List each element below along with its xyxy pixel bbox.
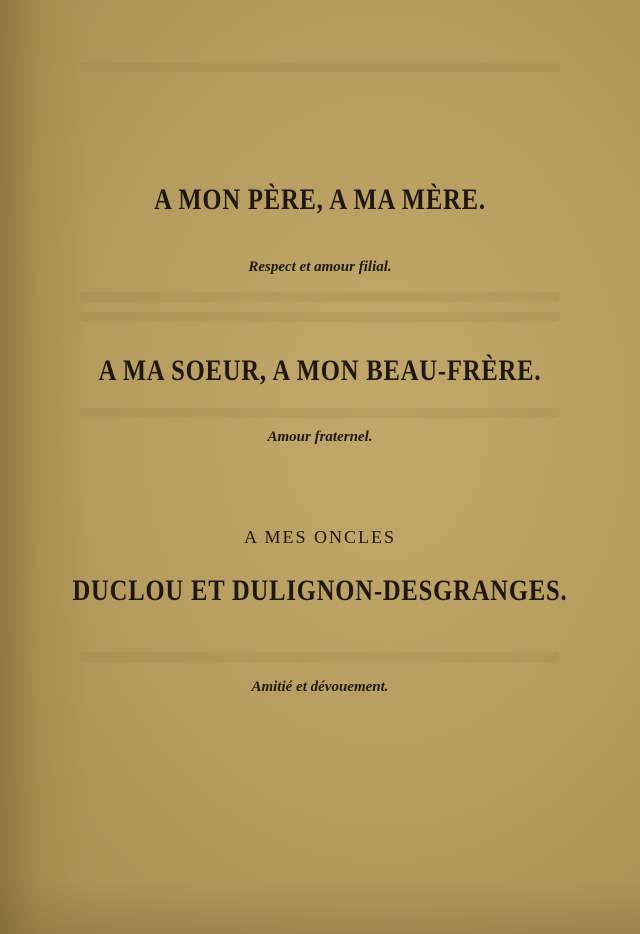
dedication-heading-uncles-intro: A MES ONCLES — [243, 527, 397, 547]
bleed-through-text — [80, 312, 560, 322]
dedication-sentiment-sister: Amour fraternel. — [267, 429, 373, 445]
dedication-heading-sister: A MA SOEUR, A MON BEAU-FRÈRE. — [98, 354, 542, 387]
bleed-through-text — [80, 62, 560, 72]
bleed-through-text — [80, 292, 560, 302]
dedication-heading-parents: A MON PÈRE, A MA MÈRE. — [154, 183, 486, 216]
bleed-through-text — [80, 652, 560, 662]
dedication-sentiment-uncles: Amitié et dévouement. — [251, 679, 389, 695]
bleed-through-text — [80, 408, 560, 418]
dedication-heading-uncles: DUCLOU ET DULIGNON-DESGRANGES. — [72, 574, 568, 607]
dedication-sentiment-parents: Respect et amour filial. — [248, 259, 392, 275]
